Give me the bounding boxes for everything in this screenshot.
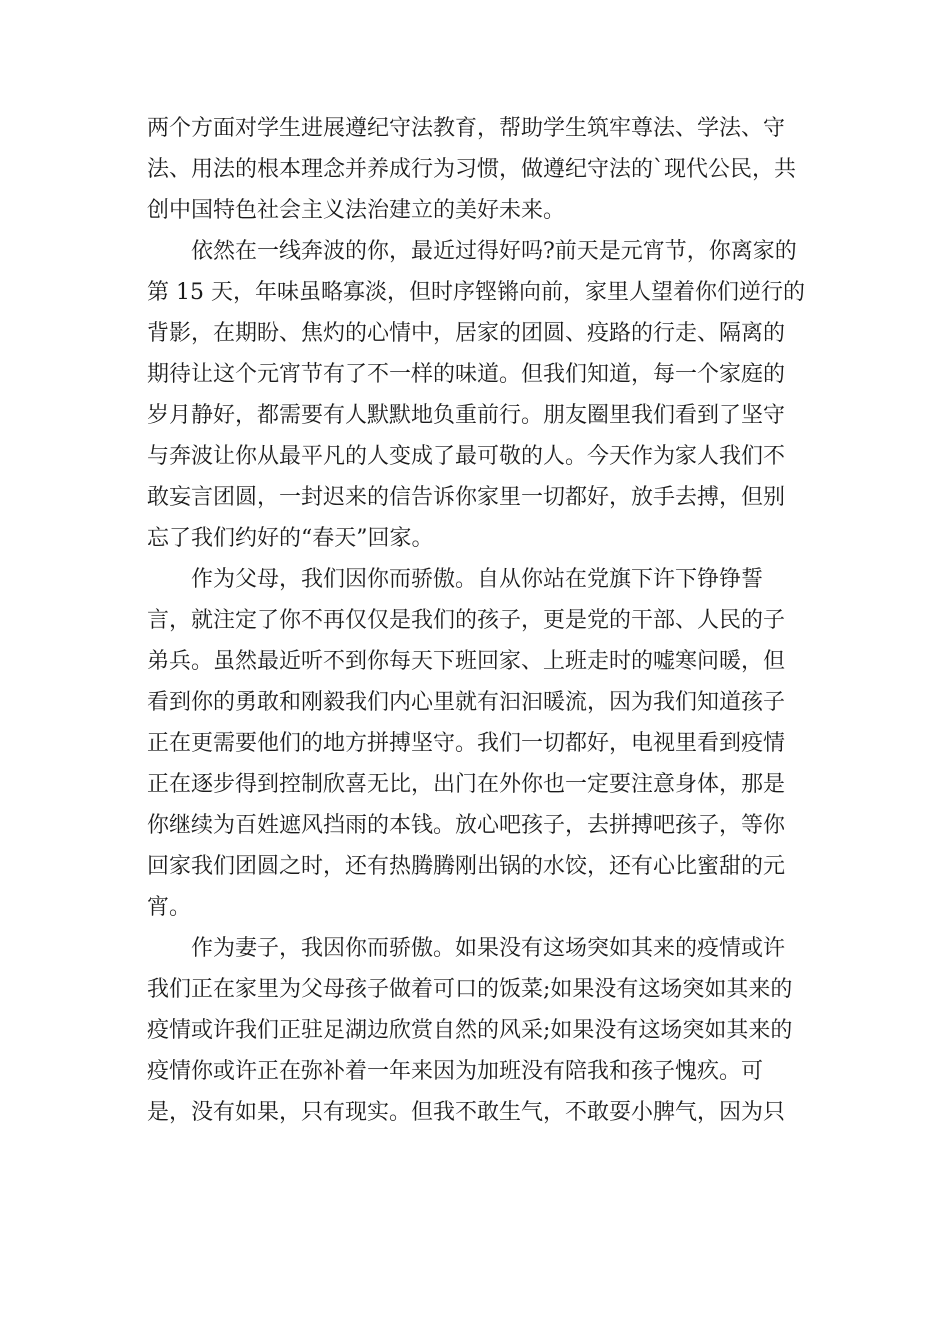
document-body [147,108,807,1133]
text-line: 作为父母，我们因你而骄傲。自从你站在党旗下许下铮铮誓 [191,567,764,592]
text-line: 敢妄言团圆，一封迟来的信告诉你家里一切都好，放手去搏，但别 [147,485,786,510]
paragraph-3 [147,559,807,928]
text-line: 疫情或许我们正驻足湖边欣赏自然的风采;如果没有这场突如其来的 [147,1018,793,1043]
text-line: 岁月静好，都需要有人默默地负重前行。朋友圈里我们看到了坚守 [147,403,786,428]
paragraph-1 [147,108,807,231]
text-line: 与奔波让你从最平凡的人变成了最可敬的人。今天作为家人我们不 [147,444,786,469]
text-line: 言，就注定了你不再仅仅是我们的孩子，更是党的干部、人民的子 [147,608,786,633]
text-line: 疫情你或许正在弥补着一年来因为加班没有陪我和孩子愧疚。可 [147,1059,764,1084]
text-line: 我们正在家里为父母孩子做着可口的饭菜;如果没有这场突如其来的 [147,977,793,1002]
text-line: 宵。 [147,895,192,920]
text-line: 法、用法的根本理念并养成行为习惯，做遵纪守法的`现代公民，共 [147,157,797,182]
text-line: 依然在一线奔波的你，最近过得好吗?前天是元宵节，你离家的 [191,239,797,264]
text-line: 创中国特色社会主义法治建立的美好未来。 [147,198,566,223]
text-line: 弟兵。虽然最近听不到你每天下班回家、上班走时的嘘寒问暖，但 [147,649,786,674]
text-line: 第 15 天，年味虽略寡淡，但时序铿锵向前，家里人望着你们逆行的 [147,280,805,305]
text-line: 两个方面对学生进展遵纪守法教育，帮助学生筑牢尊法、学法、守 [147,116,786,141]
paragraph-4 [147,928,807,1133]
text-line: 背影，在期盼、焦灼的心情中，居家的团圆、疫路的行走、隔离的 [147,321,786,346]
text-line: 作为妻子，我因你而骄傲。如果没有这场突如其来的疫情或许 [191,936,786,961]
text-line: 忘了我们约好的“春天”回家。 [147,526,434,551]
text-line: 你继续为百姓遮风挡雨的本钱。放心吧孩子，去拼搏吧孩子，等你 [147,813,786,838]
paragraph-2 [147,231,807,559]
text-line: 期待让这个元宵节有了不一样的味道。但我们知道，每一个家庭的 [147,362,786,387]
text-line: 正在逐步得到控制欣喜无比，出门在外你也一定要注意身体，那是 [147,772,786,797]
text-line: 回家我们团圆之时，还有热腾腾刚出锅的水饺，还有心比蜜甜的元 [147,854,786,879]
text-line: 是，没有如果，只有现实。但我不敢生气，不敢耍小脾气，因为只 [147,1100,786,1125]
text-line: 看到你的勇敢和刚毅我们内心里就有汩汩暖流，因为我们知道孩子 [147,690,786,715]
text-line: 正在更需要他们的地方拼搏坚守。我们一切都好，电视里看到疫情 [147,731,786,756]
